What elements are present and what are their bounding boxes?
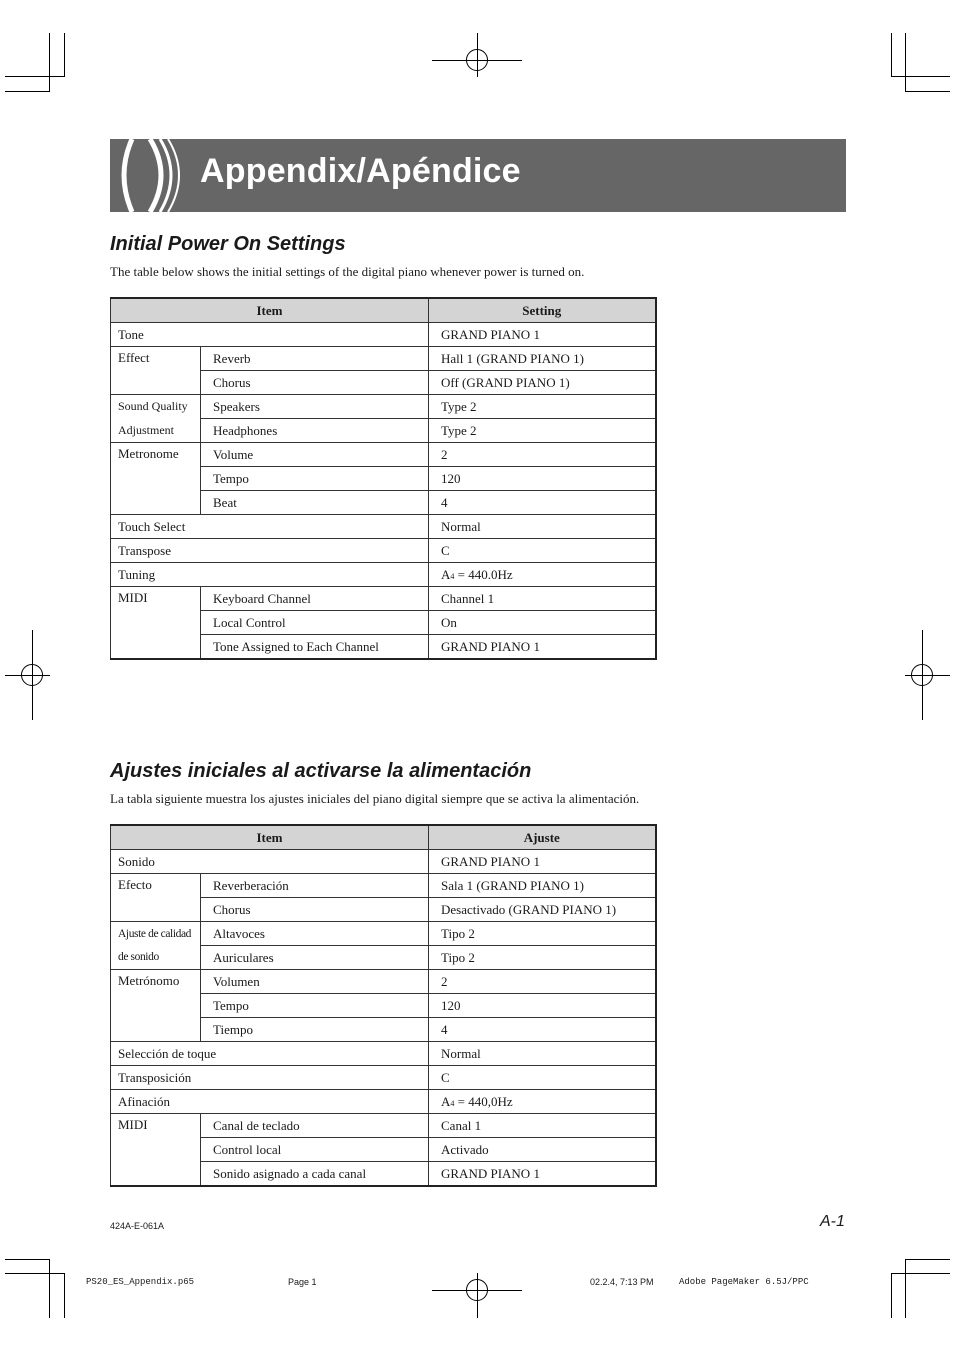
item-label: Speakers — [201, 395, 429, 419]
table-row — [111, 946, 656, 970]
item-label: Volumen — [201, 970, 429, 994]
item-label: Tuning — [111, 563, 429, 587]
item-label: Volume — [201, 443, 429, 467]
item-label: Touch Select — [111, 515, 429, 539]
setting-value: 120 — [429, 994, 656, 1018]
item-label: Chorus — [201, 371, 429, 395]
table-row — [111, 850, 656, 874]
table-header-row — [111, 825, 656, 850]
setting-value: Hall 1 (GRAND PIANO 1) — [429, 347, 656, 371]
slug-application: Adobe PageMaker 6.5J/PPC — [679, 1277, 809, 1287]
group-label-continued: Adjustment — [111, 419, 201, 443]
tuning-octave: 4 — [450, 571, 455, 581]
item-label: Canal de teclado — [201, 1114, 429, 1138]
item-label: Auriculares — [201, 946, 429, 970]
slug-filename: PS20_ES_Appendix.p65 — [86, 1277, 195, 1287]
table-row — [111, 443, 656, 467]
setting-value: Normal — [429, 515, 656, 539]
appendix-banner — [110, 139, 846, 212]
item-label: Selección de toque — [111, 1042, 429, 1066]
tuning-note: A — [441, 1093, 451, 1109]
item-label: Beat — [201, 491, 429, 515]
item-label: Local Control — [201, 611, 429, 635]
table-row — [111, 539, 656, 563]
tuning-frequency: = 440.0Hz — [454, 566, 513, 582]
table-row — [111, 1090, 656, 1114]
item-label: Sonido asignado a cada canal — [201, 1162, 429, 1187]
item-label: Keyboard Channel — [201, 587, 429, 611]
page-number: A-1 — [820, 1213, 845, 1230]
table-row — [111, 970, 656, 994]
setting-value: GRAND PIANO 1 — [429, 635, 656, 660]
tuning-frequency: = 440,0Hz — [454, 1093, 513, 1109]
setting-value — [429, 1090, 656, 1114]
item-label: Sonido — [111, 850, 429, 874]
bracket-ornament-icon — [110, 139, 190, 212]
table-row — [111, 1042, 656, 1066]
spanish-heading: Ajustes iniciales al activarse la alimentación — [110, 760, 532, 782]
table-row — [111, 1066, 656, 1090]
setting-value: Desactivado (GRAND PIANO 1) — [429, 898, 656, 922]
table-header-row — [111, 298, 656, 323]
setting-value: GRAND PIANO 1 — [429, 850, 656, 874]
table-row — [111, 563, 656, 587]
document-code: 424A-E-061A — [110, 1221, 165, 1231]
item-label: Headphones — [201, 419, 429, 443]
setting-value: GRAND PIANO 1 — [429, 323, 656, 347]
table-row — [111, 1114, 656, 1138]
item-label: Tempo — [201, 994, 429, 1018]
table-row — [111, 323, 656, 347]
group-label: Efecto — [111, 874, 201, 922]
item-label: Altavoces — [201, 922, 429, 946]
column-header-setting: Setting — [429, 298, 656, 323]
setting-value: Canal 1 — [429, 1114, 656, 1138]
table-row — [111, 874, 656, 898]
item-label: Tone Assigned to Each Channel — [201, 635, 429, 660]
group-label: Effect — [111, 347, 201, 395]
item-label: Tone — [111, 323, 429, 347]
english-intro: The table below shows the initial settings of the digital piano whenever power is turned on. — [110, 264, 585, 279]
setting-value: GRAND PIANO 1 — [429, 1162, 656, 1187]
group-label: MIDI — [111, 587, 201, 660]
item-label: Tempo — [201, 467, 429, 491]
table-row — [111, 587, 656, 611]
setting-value: Sala 1 (GRAND PIANO 1) — [429, 874, 656, 898]
setting-value: 120 — [429, 467, 656, 491]
page-title: Appendix/Apéndice — [200, 152, 521, 190]
setting-value — [429, 563, 656, 587]
setting-value: Channel 1 — [429, 587, 656, 611]
table-row — [111, 395, 656, 419]
setting-value: C — [429, 1066, 656, 1090]
table-row — [111, 419, 656, 443]
item-label: Control local — [201, 1138, 429, 1162]
setting-value: Type 2 — [429, 419, 656, 443]
item-label: Afinación — [111, 1090, 429, 1114]
english-heading: Initial Power On Settings — [110, 233, 346, 255]
item-label: Chorus — [201, 898, 429, 922]
tuning-octave: 4 — [450, 1098, 455, 1108]
group-label: Sound Quality — [111, 395, 201, 419]
group-label: Ajuste de calidad — [111, 922, 201, 946]
item-label: Transposición — [111, 1066, 429, 1090]
table-row — [111, 515, 656, 539]
item-label: Transpose — [111, 539, 429, 563]
group-label: MIDI — [111, 1114, 201, 1187]
slug-date: 02.2.4, 7:13 PM — [590, 1277, 654, 1287]
setting-value: 2 — [429, 443, 656, 467]
table-row — [111, 922, 656, 946]
column-header-item: Item — [111, 825, 429, 850]
english-settings-table — [110, 297, 657, 660]
tuning-note: A — [441, 566, 451, 582]
group-label: Metrónomo — [111, 970, 201, 1042]
setting-value: Tipo 2 — [429, 946, 656, 970]
setting-value: Activado — [429, 1138, 656, 1162]
column-header-setting: Ajuste — [429, 825, 656, 850]
item-label: Tiempo — [201, 1018, 429, 1042]
setting-value: Off (GRAND PIANO 1) — [429, 371, 656, 395]
slug-page: Page 1 — [288, 1277, 317, 1287]
setting-value: 4 — [429, 1018, 656, 1042]
item-label: Reverb — [201, 347, 429, 371]
setting-value: 4 — [429, 491, 656, 515]
setting-value: On — [429, 611, 656, 635]
group-label: Metronome — [111, 443, 201, 515]
setting-value: Tipo 2 — [429, 922, 656, 946]
spanish-intro: La tabla siguiente muestra los ajustes iniciales del piano digital siempre que se activa la alimentación. — [110, 791, 640, 806]
item-label: Reverberación — [201, 874, 429, 898]
spanish-settings-table — [110, 824, 657, 1187]
setting-value: C — [429, 539, 656, 563]
group-label-continued: de sonido — [111, 946, 201, 970]
column-header-item: Item — [111, 298, 429, 323]
table-row — [111, 347, 656, 371]
setting-value: Normal — [429, 1042, 656, 1066]
setting-value: 2 — [429, 970, 656, 994]
setting-value: Type 2 — [429, 395, 656, 419]
